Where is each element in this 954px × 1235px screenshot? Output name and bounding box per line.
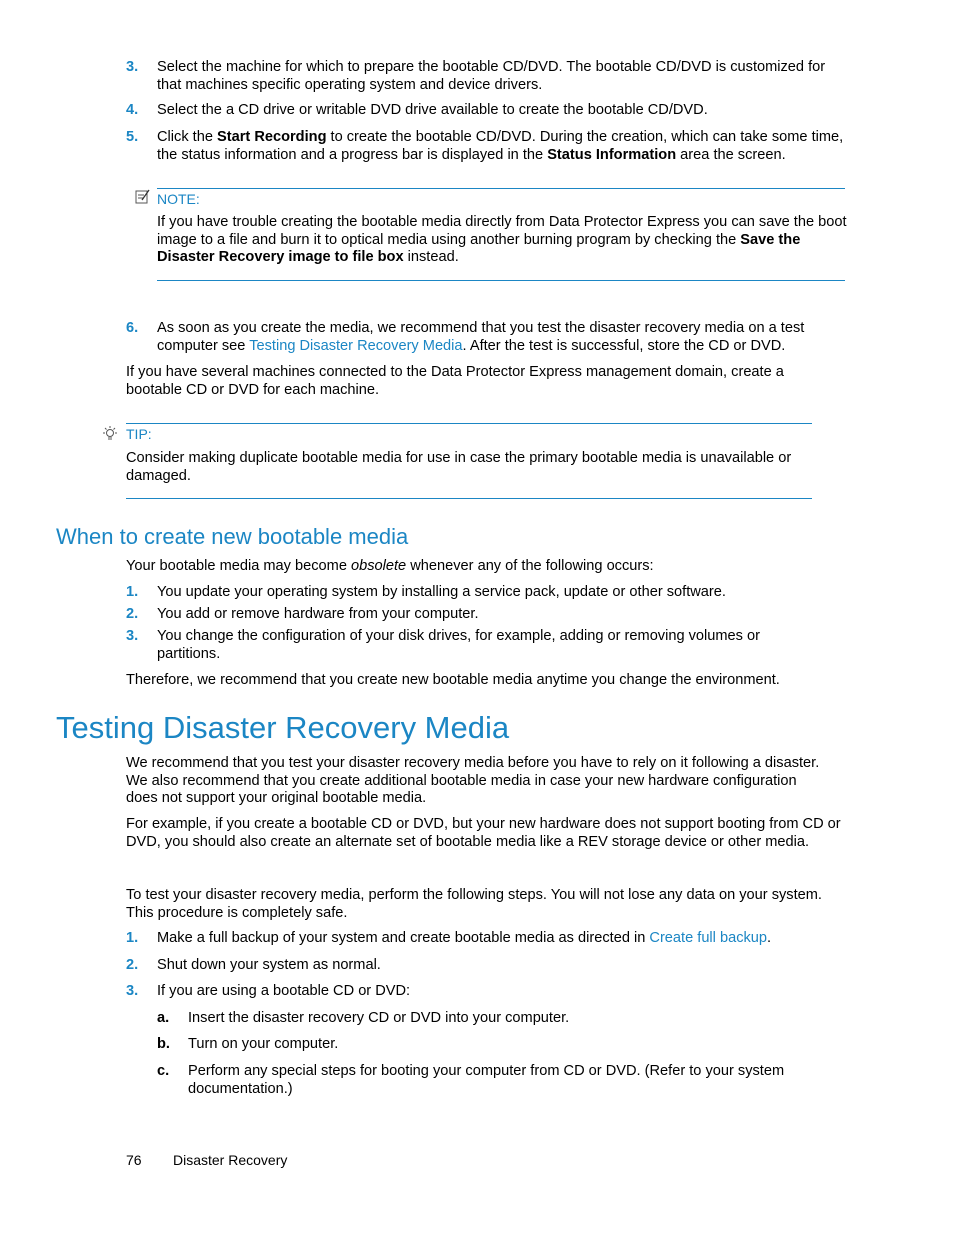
step-number: 6.	[126, 320, 139, 336]
list-number: 1.	[126, 584, 139, 600]
substep-text: Insert the disaster recovery CD or DVD into your computer.	[188, 1010, 570, 1026]
chapter-heading: Testing Disaster Recovery Media	[56, 710, 510, 745]
step-number: 3.	[126, 59, 139, 75]
note-text: If you have trouble creating the bootable media directly from Data Protector Express you can save the boot image to a file and burn it to optical media using another burning program by checking the Save the Disaster Recovery image to file box instead.	[157, 214, 847, 265]
create-full-backup-link[interactable]: Create full backup	[649, 930, 768, 946]
paragraph: For example, if you create a bootable CD or DVD, but your new hardware does not support booting from CD or DVD, you should also create an alternate set of bootable media like a REV storage device or other media.	[126, 816, 841, 850]
step-number: 4.	[126, 102, 139, 118]
substep-text: Perform any special steps for booting your computer from CD or DVD. (Refer to your system documentation.)	[188, 1063, 785, 1097]
note-bottom-rule	[157, 280, 845, 281]
step-text: Select the a CD drive or writable DVD drive available to create the bootable CD/DVD.	[157, 102, 708, 118]
section-intro: Your bootable media may become obsolete whenever any of the following occurs:	[126, 558, 654, 574]
tip-text: Consider making duplicate bootable media for use in case the primary bootable media is unavailable or damaged.	[126, 450, 792, 484]
step-number: 2.	[126, 957, 139, 973]
list-item: You change the configuration of your disk drives, for example, adding or removing volumes or partitions.	[157, 628, 761, 662]
step-number: 1.	[126, 930, 139, 946]
tip-label: TIP:	[126, 426, 152, 442]
substep-letter: b.	[157, 1036, 170, 1052]
list-item: You add or remove hardware from your computer.	[157, 606, 479, 622]
list-item: You update your operating system by installing a service pack, update or other software.	[157, 584, 726, 600]
page-number: 76	[126, 1152, 142, 1168]
step-number: 3.	[126, 983, 139, 999]
paragraph: To test your disaster recovery media, perform the following steps. You will not lose any data on your system. This procedure is completely safe.	[126, 887, 822, 921]
substep-letter: a.	[157, 1010, 170, 1026]
substep-text: Turn on your computer.	[188, 1036, 339, 1052]
step-text: Click the Start Recording to create the bootable CD/DVD. During the creation, which can take some time, the status information and a progress bar is displayed in the Status Information area the screen.	[157, 129, 844, 163]
note-pencil-icon	[134, 188, 151, 205]
paragraph: We recommend that you test your disaster recovery media before you have to rely on it following a disaster. We also recommend that you create additional bootable media in case your new hardware configuration does not support your original bootable media.	[126, 755, 820, 806]
list-number: 2.	[126, 606, 139, 622]
step-number: 5.	[126, 129, 139, 145]
note-label: NOTE:	[157, 191, 200, 207]
step-text: Shut down your system as normal.	[157, 957, 381, 973]
step-text: If you are using a bootable CD or DVD:	[157, 983, 411, 999]
section-closing: Therefore, we recommend that you create new bootable media anytime you change the environment.	[126, 672, 780, 688]
note-top-rule	[157, 188, 845, 189]
step-text: Make a full backup of your system and create bootable media as directed in Create full backup.	[157, 930, 772, 946]
lightbulb-icon	[101, 425, 119, 443]
footer-title: Disaster Recovery	[173, 1152, 288, 1168]
tip-top-rule	[126, 423, 812, 424]
section-heading: When to create new bootable media	[56, 524, 409, 549]
paragraph: If you have several machines connected to the Data Protector Express management domain, create a bootable CD or DVD for each machine.	[126, 364, 784, 398]
tip-bottom-rule	[126, 498, 812, 499]
testing-media-link[interactable]: Testing Disaster Recovery Media	[249, 337, 463, 354]
list-number: 3.	[126, 628, 139, 644]
step-text: As soon as you create the media, we recommend that you test the disaster recovery media on a test computer see Testing Disaster Recovery Media. After the test is successful, store the CD or DVD.	[157, 320, 805, 354]
step-text: Select the machine for which to prepare the bootable CD/DVD. The bootable CD/DVD is customized for that machines specific operating system and device drivers.	[157, 59, 826, 93]
substep-letter: c.	[157, 1063, 170, 1079]
